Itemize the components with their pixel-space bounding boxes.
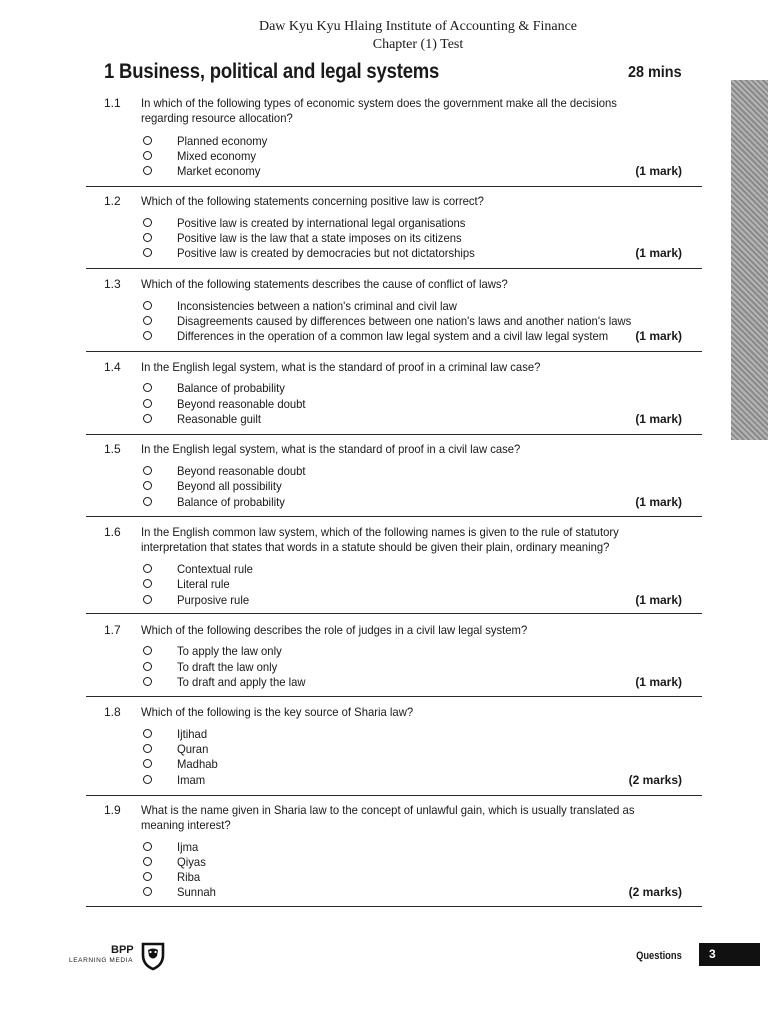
- answer-option-label: To draft the law only: [177, 660, 278, 674]
- radio-circle-icon[interactable]: [143, 775, 152, 784]
- radio-circle-icon[interactable]: [143, 399, 152, 408]
- footer-section-label: Questions: [636, 950, 682, 962]
- answer-option-label: Sunnah: [177, 885, 216, 899]
- question-number: 1.7: [104, 623, 121, 637]
- question-text: In the English common law system, which of the following names is given to the rule of statutory interpretation that states that words in a statute should be given their plain, ordinary meaning?: [141, 525, 619, 554]
- answer-option-label: Positive law is created by democracies but not dictatorships: [177, 246, 475, 260]
- answer-option-label: Beyond all possibility: [177, 479, 282, 493]
- answer-option-label: Qiyas: [177, 855, 206, 869]
- answer-option-label: Positive law is the law that a state imposes on its citizens: [177, 231, 462, 245]
- radio-circle-icon[interactable]: [143, 248, 152, 257]
- mark-label: (1 mark): [635, 495, 682, 509]
- question-text: What is the name given in Sharia law to the concept of unlawful gain, which is usually translated as meaning interest?: [141, 803, 635, 832]
- radio-circle-icon[interactable]: [143, 166, 152, 175]
- question-text: Which of the following describes the role of judges in a civil law legal system?: [141, 623, 528, 637]
- radio-circle-icon[interactable]: [143, 857, 152, 866]
- duration-label: 28 mins: [628, 64, 682, 81]
- answer-option[interactable]: [0, 742, 768, 757]
- answer-option[interactable]: [0, 644, 768, 659]
- radio-circle-icon[interactable]: [143, 579, 152, 588]
- answer-option-label: To draft and apply the law: [177, 675, 306, 689]
- page-title: 1 Business, political and legal systems: [104, 60, 440, 83]
- footer-logo-subtext: LEARNING MEDIA: [69, 957, 134, 964]
- divider: [86, 186, 702, 187]
- answer-option[interactable]: [0, 149, 768, 164]
- answer-option-label: Reasonable guilt: [177, 412, 262, 426]
- answer-option[interactable]: [0, 299, 768, 314]
- radio-circle-icon[interactable]: [143, 887, 152, 896]
- question-number: 1.6: [104, 525, 121, 539]
- divider: [86, 351, 702, 352]
- answer-option-label: Imam: [177, 773, 206, 787]
- answer-option-label: Literal rule: [177, 577, 230, 591]
- radio-circle-icon[interactable]: [143, 662, 152, 671]
- radio-circle-icon[interactable]: [143, 331, 152, 340]
- header-institute: Daw Kyu Kyu Hlaing Institute of Accounting & Finance: [258, 19, 578, 34]
- mark-label: (1 mark): [635, 246, 682, 260]
- header-chapter: Chapter (1) Test: [372, 37, 464, 52]
- radio-circle-icon[interactable]: [143, 233, 152, 242]
- answer-option-label: Ijma: [177, 840, 199, 854]
- mark-label: (1 mark): [635, 329, 682, 343]
- answer-option-label: Market economy: [177, 164, 261, 178]
- answer-option-label: Inconsistencies between a nation's criminal and civil law: [177, 299, 457, 313]
- question-number: 1.4: [104, 360, 121, 374]
- divider: [86, 434, 702, 435]
- question-number: 1.8: [104, 705, 121, 719]
- answer-option[interactable]: [0, 727, 768, 742]
- radio-circle-icon[interactable]: [143, 872, 152, 881]
- question-text: In the English legal system, what is the standard of proof in a civil law case?: [141, 442, 521, 456]
- answer-option-label: Purposive rule: [177, 593, 250, 607]
- question-text: Which of the following statements concerning positive law is correct?: [141, 194, 484, 208]
- question-text: Which of the following is the key source of Sharia law?: [141, 705, 414, 719]
- answer-option[interactable]: [0, 577, 768, 592]
- answer-option[interactable]: [0, 660, 768, 675]
- divider: [86, 795, 702, 796]
- mark-label: (1 mark): [635, 412, 682, 426]
- mark-label: (2 marks): [628, 773, 682, 787]
- answer-option[interactable]: [0, 870, 768, 885]
- answer-option-label: Ijtihad: [177, 727, 208, 741]
- question-number: 1.2: [104, 194, 121, 208]
- question-number: 1.9: [104, 803, 121, 817]
- radio-circle-icon[interactable]: [143, 316, 152, 325]
- question-text: Which of the following statements describes the cause of conflict of laws?: [141, 277, 508, 291]
- answer-option[interactable]: [0, 134, 768, 149]
- answer-option[interactable]: [0, 381, 768, 396]
- answer-option[interactable]: [0, 314, 768, 329]
- answer-option[interactable]: [0, 231, 768, 246]
- divider: [86, 516, 702, 517]
- mark-label: (1 mark): [635, 164, 682, 178]
- question-text: In the English legal system, what is the standard of proof in a criminal law case?: [141, 360, 541, 374]
- divider: [86, 906, 702, 907]
- radio-circle-icon[interactable]: [143, 646, 152, 655]
- question-number: 1.1: [104, 96, 121, 110]
- radio-circle-icon[interactable]: [143, 729, 152, 738]
- answer-option-label: Riba: [177, 870, 201, 884]
- radio-circle-icon[interactable]: [143, 151, 152, 160]
- divider: [86, 613, 702, 614]
- answer-option[interactable]: [0, 216, 768, 231]
- answer-option-label: Balance of probability: [177, 381, 285, 395]
- answer-option[interactable]: [0, 757, 768, 772]
- radio-circle-icon[interactable]: [143, 564, 152, 573]
- radio-circle-icon[interactable]: [143, 677, 152, 686]
- radio-circle-icon[interactable]: [143, 497, 152, 506]
- radio-circle-icon[interactable]: [143, 842, 152, 851]
- footer-logo-text: BPP: [111, 944, 134, 956]
- answer-option-label: Quran: [177, 742, 209, 756]
- radio-circle-icon[interactable]: [143, 301, 152, 310]
- divider: [86, 268, 702, 269]
- answer-option-label: Differences in the operation of a common law legal system and a civil law legal system: [177, 329, 609, 343]
- answer-option-label: Mixed economy: [177, 149, 257, 163]
- page-number: 3: [699, 943, 760, 966]
- radio-circle-icon[interactable]: [143, 744, 152, 753]
- radio-circle-icon[interactable]: [143, 759, 152, 768]
- answer-option-label: Madhab: [177, 757, 218, 771]
- mark-label: (2 marks): [628, 885, 682, 899]
- answer-option-label: Planned economy: [177, 134, 268, 148]
- question-number: 1.3: [104, 277, 121, 291]
- mark-label: (1 mark): [635, 675, 682, 689]
- radio-circle-icon[interactable]: [143, 414, 152, 423]
- radio-circle-icon[interactable]: [143, 595, 152, 604]
- answer-option-label: Disagreements caused by differences between one nation's laws and another nation's laws: [177, 314, 632, 328]
- answer-option[interactable]: [0, 840, 768, 855]
- radio-circle-icon[interactable]: [143, 136, 152, 145]
- answer-option[interactable]: [0, 479, 768, 494]
- answer-option-label: Balance of probability: [177, 495, 285, 509]
- radio-circle-icon[interactable]: [143, 218, 152, 227]
- question-text: In which of the following types of economic system does the government make all the decisions regarding resource allocation?: [141, 96, 617, 125]
- radio-circle-icon[interactable]: [143, 481, 152, 490]
- answer-option[interactable]: [0, 464, 768, 479]
- answer-option[interactable]: [0, 562, 768, 577]
- divider: [86, 696, 702, 697]
- answer-option-label: Beyond reasonable doubt: [177, 397, 306, 411]
- answer-option-label: Beyond reasonable doubt: [177, 464, 306, 478]
- mark-label: (1 mark): [635, 593, 682, 607]
- answer-option[interactable]: [0, 397, 768, 412]
- answer-option-label: Contextual rule: [177, 562, 253, 576]
- lion-shield-icon: [140, 941, 166, 971]
- radio-circle-icon[interactable]: [143, 383, 152, 392]
- answer-option[interactable]: [0, 855, 768, 870]
- answer-option-label: To apply the law only: [177, 644, 282, 658]
- answer-option-label: Positive law is created by international legal organisations: [177, 216, 466, 230]
- radio-circle-icon[interactable]: [143, 466, 152, 475]
- question-number: 1.5: [104, 442, 121, 456]
